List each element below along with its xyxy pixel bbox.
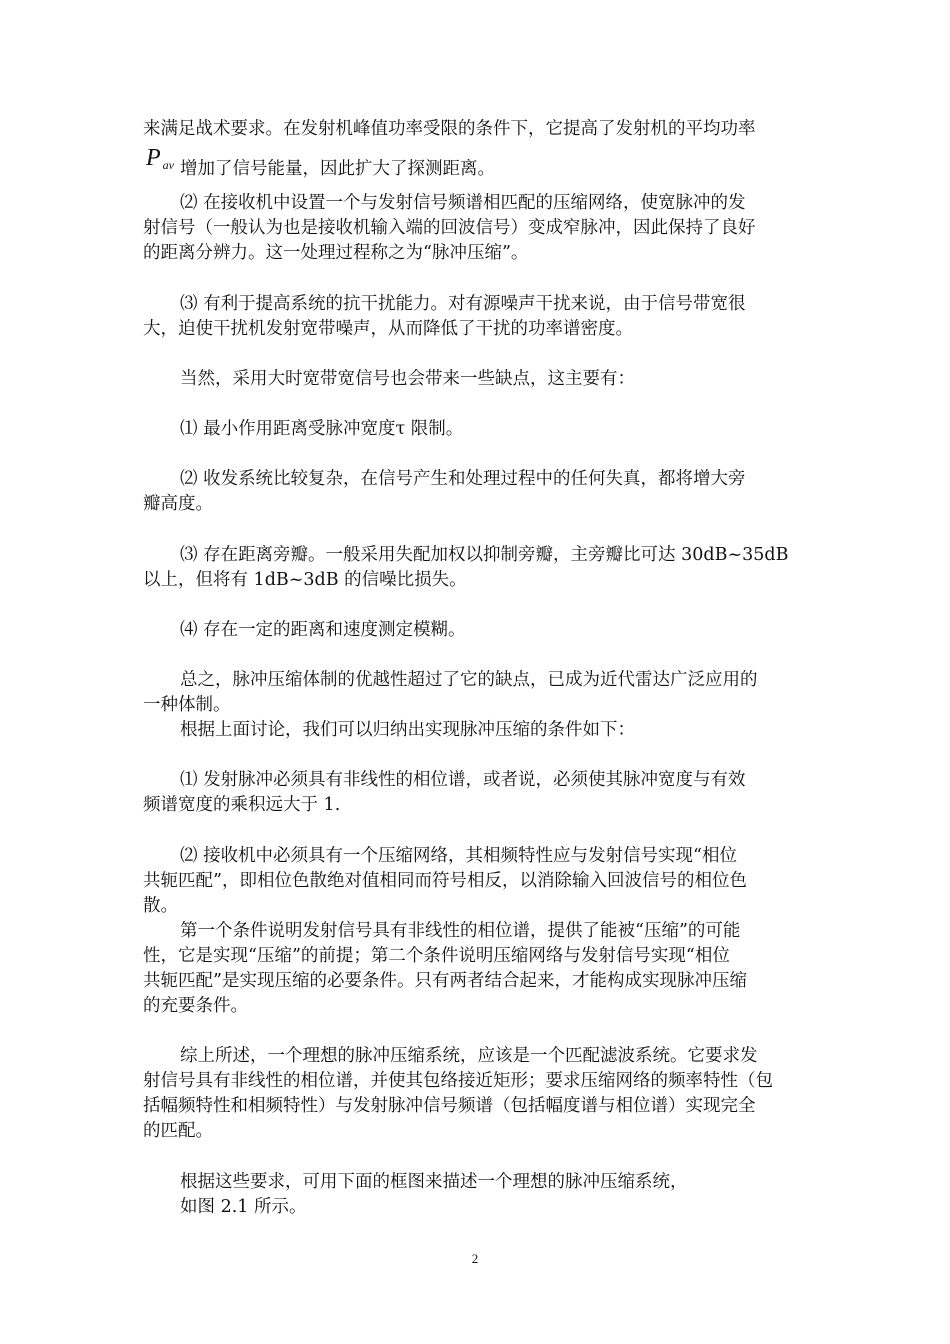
text-line: ⑵ 在接收机中设置一个与发射信号频谱相匹配的压缩网络，使宽脉冲的发: [180, 193, 746, 213]
text-line: 如图 2.1 所示。: [180, 1197, 307, 1217]
text-line: 括幅频特性和相频特性）与发射脉冲信号频谱（包括幅度谱与相位谱）实现完全: [143, 1096, 756, 1116]
text-line: 总之，脉冲压缩体制的优越性超过了它的缺点，已成为近代雷达广泛应用的: [180, 670, 758, 690]
power-symbol: [146, 145, 174, 173]
text-line: 根据这些要求，可用下面的框图来描述一个理想的脉冲压缩系统，: [180, 1172, 688, 1192]
text-line: 根据上面讨论，我们可以归纳出实现脉冲压缩的条件如下：: [180, 720, 635, 740]
text-line: ⑵ 收发系统比较复杂，在信号产生和处理过程中的任何失真，都将增大旁: [180, 469, 746, 489]
text-line: ⑶ 有利于提高系统的抗干扰能力。对有源噪声干扰来说，由于信号带宽很: [180, 294, 746, 314]
text-line: 射信号具有非线性的相位谱，并使其包络接近矩形；要求压缩网络的频率特性（包: [143, 1071, 773, 1091]
text-line: ⑵ 接收机中必须具有一个压缩网络，其相频特性应与发射信号实现“相位: [180, 846, 738, 866]
text-line: 增加了信号能量，因此扩大了探测距离。: [180, 159, 495, 179]
power-symbol-sub: av: [162, 158, 174, 172]
text-line: 第一个条件说明发射信号具有非线性的相位谱，提供了能被“压缩”的可能: [180, 921, 741, 941]
text-line: 瓣高度。: [143, 494, 213, 514]
text-line: 性，它是实现“压缩”的前提；第二个条件说明压缩网络与发射信号实现“相位: [143, 946, 730, 966]
text-line: ⑷ 存在一定的距离和速度测定模糊。: [180, 620, 466, 640]
text-line: 一种体制。: [143, 695, 231, 715]
text-line: 大，迫使干扰机发射宽带噪声，从而降低了干扰的功率谱密度。: [143, 319, 633, 339]
text-line: 的匹配。: [143, 1121, 213, 1141]
text-line: ⑴ 发射脉冲必须具有非线性的相位谱，或者说，必须使其脉冲宽度与有效: [180, 770, 746, 790]
text-line: 以上，但将有 1dB~3dB 的信噪比损失。: [143, 570, 467, 590]
page-number: 2: [471, 1251, 479, 1266]
power-symbol-main: P: [146, 145, 161, 171]
text-line: 当然，采用大时宽带宽信号也会带来一些缺点，这主要有：: [180, 369, 635, 389]
text-line: 共轭匹配”是实现压缩的必要条件。只有两者结合起来，才能构成实现脉冲压缩: [143, 971, 747, 991]
text-line: 的充要条件。: [143, 996, 248, 1016]
text-line: 共轭匹配”，即相位色散绝对值相同而符号相反，以消除输入回波信号的相位色: [143, 871, 747, 891]
text-line: 的距离分辨力。这一处理过程称之为“脉冲压缩”。: [143, 243, 529, 263]
text-line: ⑴ 最小作用距离受脉冲宽度τ 限制。: [180, 419, 464, 439]
text-line: 散。: [143, 896, 178, 916]
text-line: 射信号（一般认为也是接收机输入端的回波信号）变成窄脉冲，因此保持了良好: [143, 218, 756, 238]
text-line: ⑶ 存在距离旁瓣。一般采用失配加权以抑制旁瓣，主旁瓣比可达 30dB~35dB: [180, 545, 789, 565]
text-line: 综上所述，一个理想的脉冲压缩系统，应该是一个匹配滤波系统。它要求发: [180, 1046, 758, 1066]
text-line: 来满足战术要求。在发射机峰值功率受限的条件下，它提高了发射机的平均功率: [143, 119, 756, 139]
text-line: 频谱宽度的乘积远大于 1.: [143, 795, 341, 815]
